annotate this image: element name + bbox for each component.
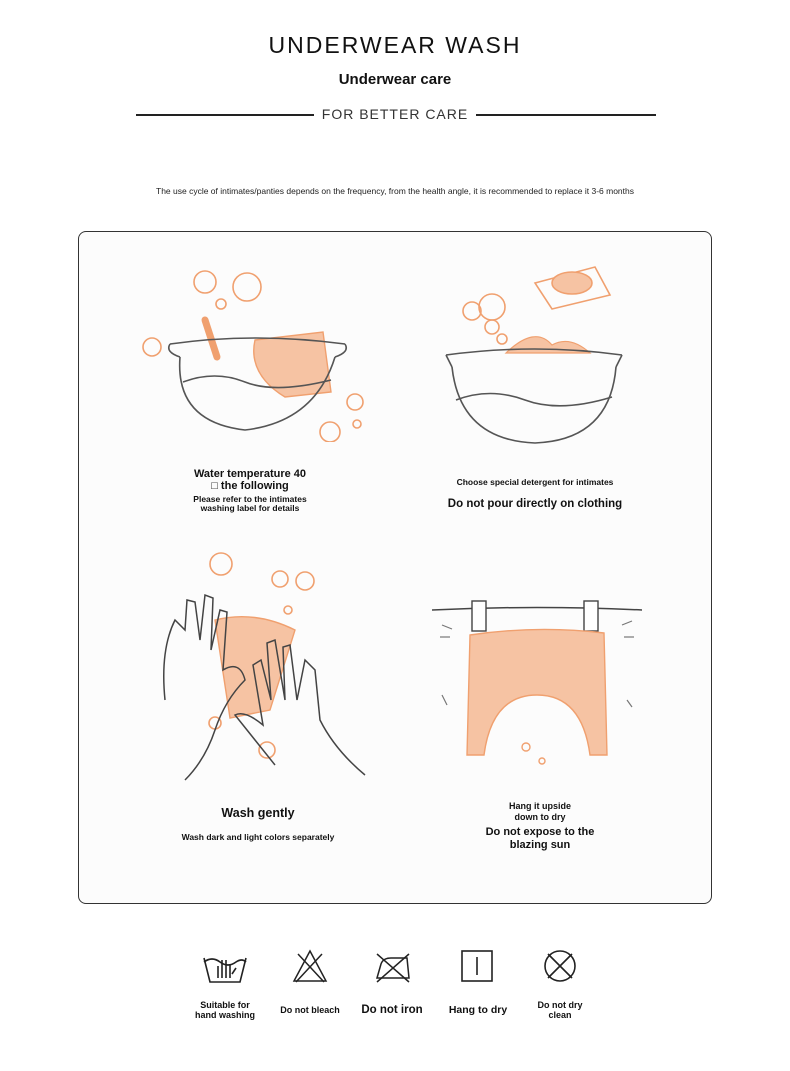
hand-wash-icon <box>200 948 250 988</box>
hand-wash-label-line2: hand washing <box>194 1010 255 1020</box>
page-subtitle: Underwear care <box>338 71 452 88</box>
no-bleach-label: Do not bleach <box>280 1005 340 1015</box>
step2-line2: Do not pour directly on clothing <box>447 498 623 510</box>
step4-line1: Hang it upside <box>508 801 571 811</box>
soak-basin-illustration <box>135 262 370 442</box>
step1-line1: Water temperature 40 <box>193 468 307 480</box>
step1-line4: washing label for details <box>200 503 300 513</box>
step4-line3: Do not expose to the <box>485 826 595 838</box>
no-iron-icon <box>373 950 413 984</box>
step4-line4: blazing sun <box>509 839 571 851</box>
hand-wash-label-line1: Suitable for <box>200 1000 250 1010</box>
no-bleach-icon <box>292 948 328 984</box>
step2-line1: Choose special detergent for intimates <box>456 477 614 487</box>
page-title: UNDERWEAR WASH <box>268 32 522 58</box>
step4-line2: down to dry <box>514 812 566 822</box>
step1-line2: □ the following <box>211 480 289 492</box>
hang-dry-label: Hang to dry <box>448 1004 508 1016</box>
no-iron-label: Do not iron <box>361 1004 423 1016</box>
detergent-basin-illustration <box>440 255 630 450</box>
hang-dry-icon <box>460 949 494 983</box>
no-dry-clean-label-line1: Do not dry <box>537 1000 583 1010</box>
step1-line3: Please refer to the intimates <box>193 494 307 504</box>
divider-label: FOR BETTER CARE <box>321 106 469 122</box>
no-dry-clean-label-line2: clean <box>548 1010 572 1020</box>
divider-left <box>136 114 314 116</box>
no-dry-clean-icon <box>543 949 577 983</box>
step3-line1: Wash gently <box>221 806 295 820</box>
hang-dry-illustration <box>432 595 642 770</box>
intro-text: The use cycle of intimates/panties depends on the frequency, from the health angle, it is recommended to replace it 3-6 months <box>156 186 634 196</box>
divider-right <box>476 114 656 116</box>
step3-line2: Wash dark and light colors separately <box>181 832 335 842</box>
hand-wash-illustration <box>145 550 375 785</box>
